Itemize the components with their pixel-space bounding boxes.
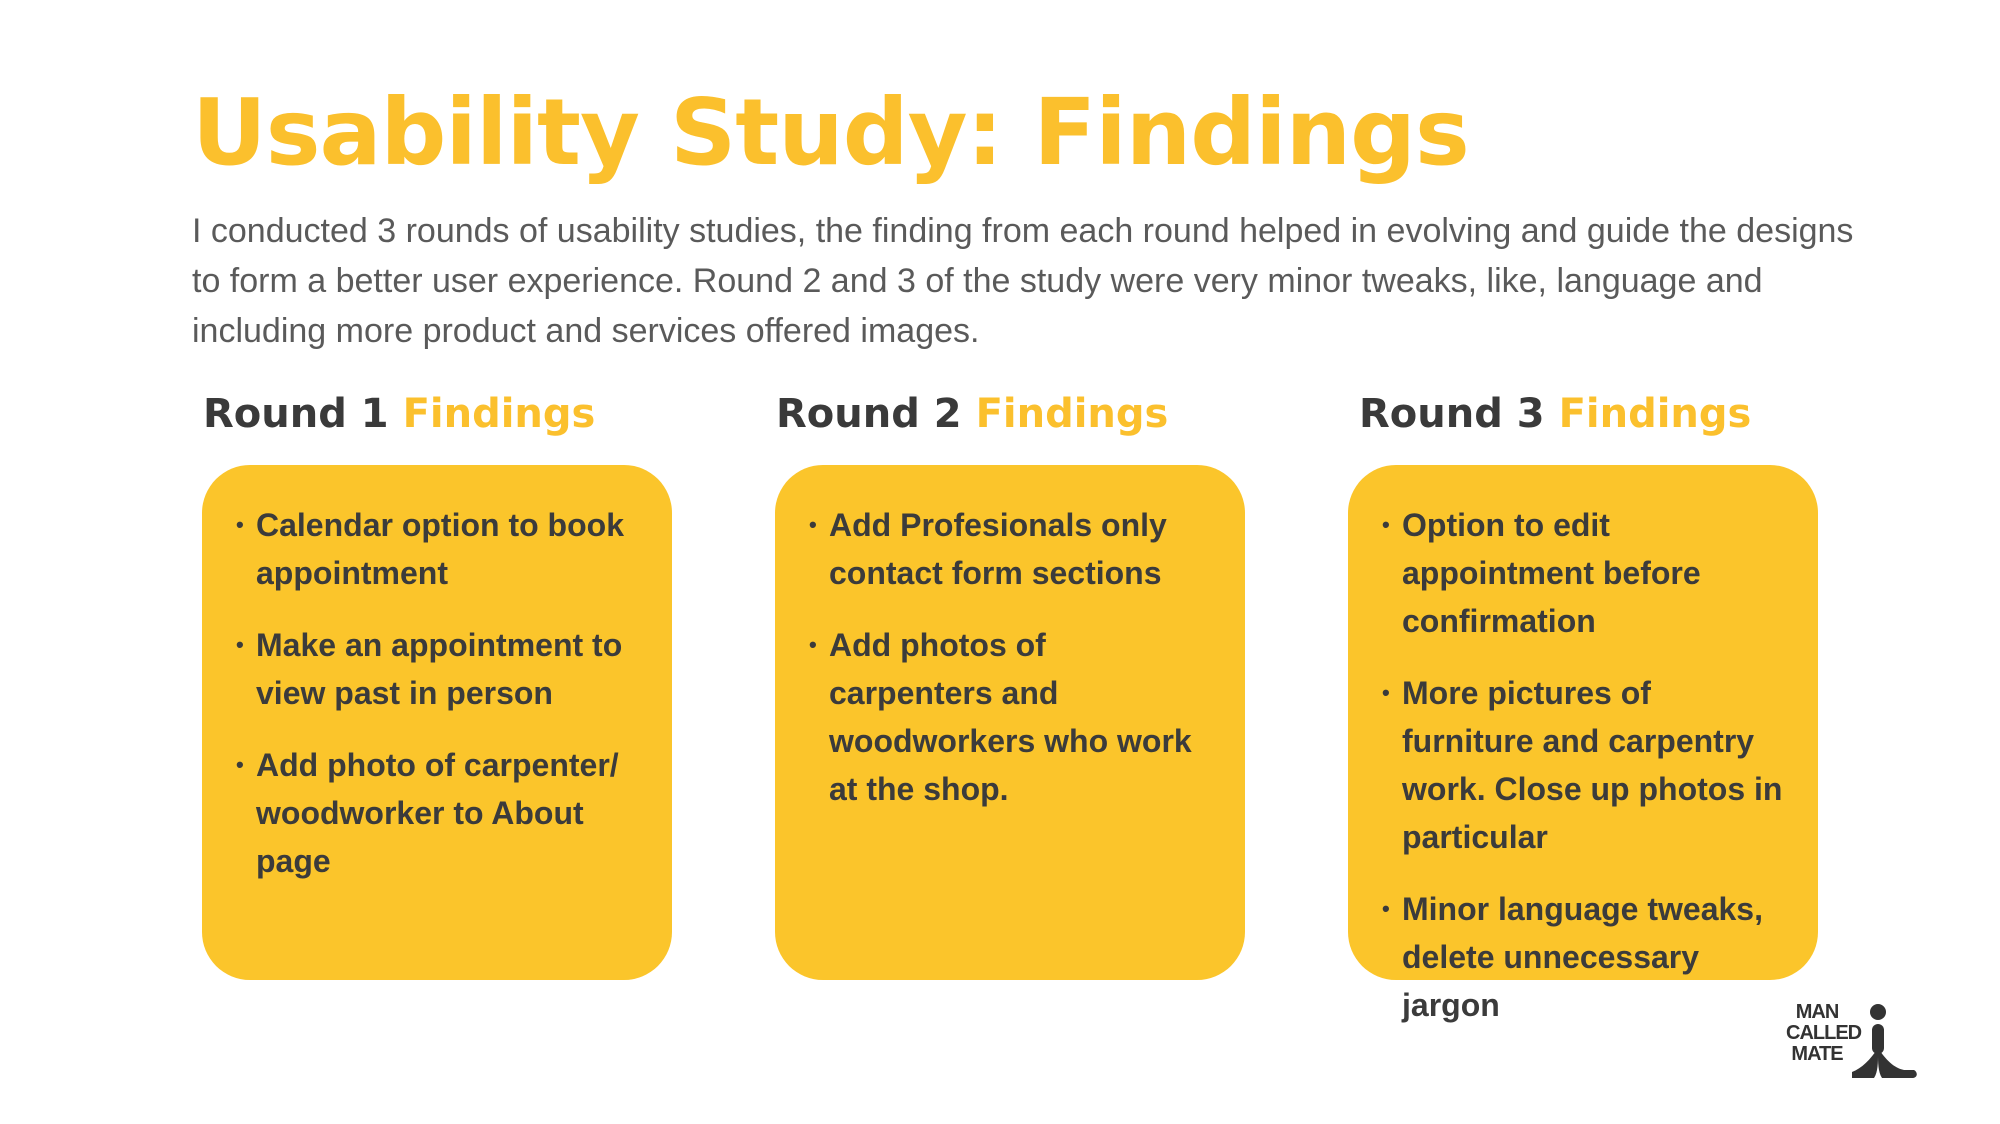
logo-wordmark: MAN CALLED MATE: [1786, 1001, 1862, 1065]
round-2-findings-list: [809, 501, 1215, 813]
list-item: • Minor language tweaks, delete unnecessary jargon: [1382, 885, 1788, 1029]
intro-paragraph: I conducted 3 rounds of usability studies, the finding from each round helped in evolving and guide the designs to form a better user experience. Round 2 and 3 of the study were very minor tweaks, like, language and including more product and services offered images.: [192, 212, 1854, 350]
seated-figure-icon: [1848, 1002, 1918, 1078]
man-called-mate-logo: [1786, 1002, 1922, 1078]
round-2-label: Round 2: [776, 391, 962, 437]
bullet-icon: •: [809, 632, 817, 657]
bullet-icon: •: [1382, 896, 1390, 921]
list-item: • Add photos of carpenters and woodworkers who work at the shop.: [809, 621, 1215, 813]
bullet-icon: •: [236, 512, 244, 537]
list-item: • Option to edit appointment before confirmation: [1382, 501, 1788, 645]
bullet-icon: •: [1382, 512, 1390, 537]
round-3-findings-list: [1382, 501, 1788, 1029]
page-title: Usability Study: Findings: [192, 79, 1469, 186]
list-item: • Add photo of carpenter/ woodworker to About page: [236, 741, 642, 885]
round-2-heading: [776, 386, 1168, 442]
round-2-accent: Findings: [975, 391, 1169, 437]
round-3-label: Round 3: [1359, 391, 1545, 437]
round-3-heading: [1359, 386, 1751, 442]
round-1-findings-list: [236, 501, 642, 885]
bullet-icon: •: [236, 752, 244, 777]
round-2-findings-card: [775, 465, 1245, 980]
round-3-findings-card: [1348, 465, 1818, 1023]
round-1-heading: [203, 386, 595, 442]
round-3-accent: Findings: [1558, 391, 1752, 437]
round-1-accent: Findings: [402, 391, 596, 437]
list-item: • Calendar option to book appointment: [236, 501, 642, 597]
round-1-findings-card: [202, 465, 672, 980]
bullet-icon: •: [1382, 680, 1390, 705]
bullet-icon: •: [236, 632, 244, 657]
list-item: • Add Profesionals only contact form sections: [809, 501, 1215, 597]
list-item: • More pictures of furniture and carpentry work. Close up photos in particular: [1382, 669, 1788, 861]
bullet-icon: •: [809, 512, 817, 537]
round-1-label: Round 1: [203, 391, 389, 437]
list-item: • Make an appointment to view past in person: [236, 621, 642, 717]
